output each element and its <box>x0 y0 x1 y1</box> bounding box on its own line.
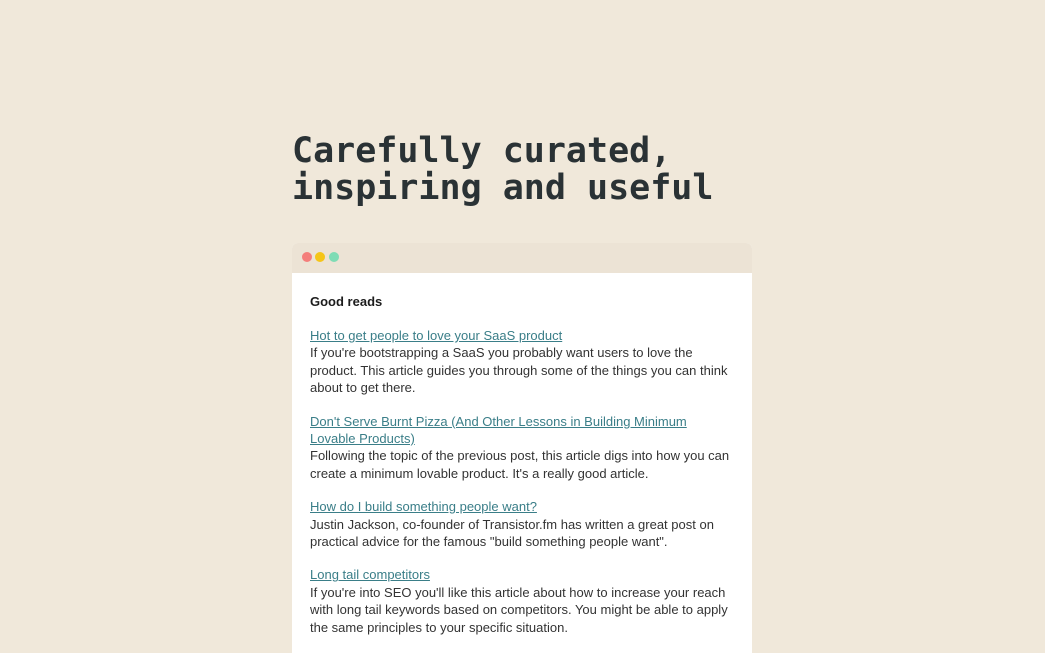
hero-title-line-2: inspiring and useful <box>292 168 714 208</box>
article-item <box>310 413 734 483</box>
article-item <box>310 498 734 550</box>
article-description: Justin Jackson, co-founder of Transistor.fm has written a great post on practical advice for the famous "build something people want". <box>310 516 714 550</box>
article-link[interactable]: Don't Serve Burnt Pizza (And Other Lessons in Building Minimum Lovable Products) <box>310 413 687 447</box>
window-content <box>292 273 752 636</box>
maximize-dot-icon <box>329 252 339 262</box>
article-description: Following the topic of the previous post, this article digs into how you can create a minimum lovable product. It's a really good article. <box>310 448 730 481</box>
article-link[interactable]: Hot to get people to love your SaaS product <box>310 328 563 343</box>
section-title: Good reads <box>310 294 383 309</box>
article-item <box>310 327 734 397</box>
hero-title-line-1: Carefully curated, <box>292 131 672 171</box>
article-link[interactable]: Long tail competitors <box>310 567 430 583</box>
reading-list-window <box>292 243 752 653</box>
article-description: If you're into SEO you'll like this article about how to increase your reach with long tail keywords based on competitors. You might be able to apply the same principles to your specific situation. <box>310 584 728 635</box>
minimize-dot-icon <box>315 252 325 262</box>
hero-title <box>292 133 713 207</box>
article-item <box>310 566 734 636</box>
window-title-bar <box>292 243 752 273</box>
article-description: If you're bootstrapping a SaaS you probably want users to love the product. This article guides you through some of the things you can think about to get there. <box>310 345 728 396</box>
close-dot-icon <box>302 252 312 262</box>
article-link[interactable]: How do I build something people want? <box>310 499 537 515</box>
